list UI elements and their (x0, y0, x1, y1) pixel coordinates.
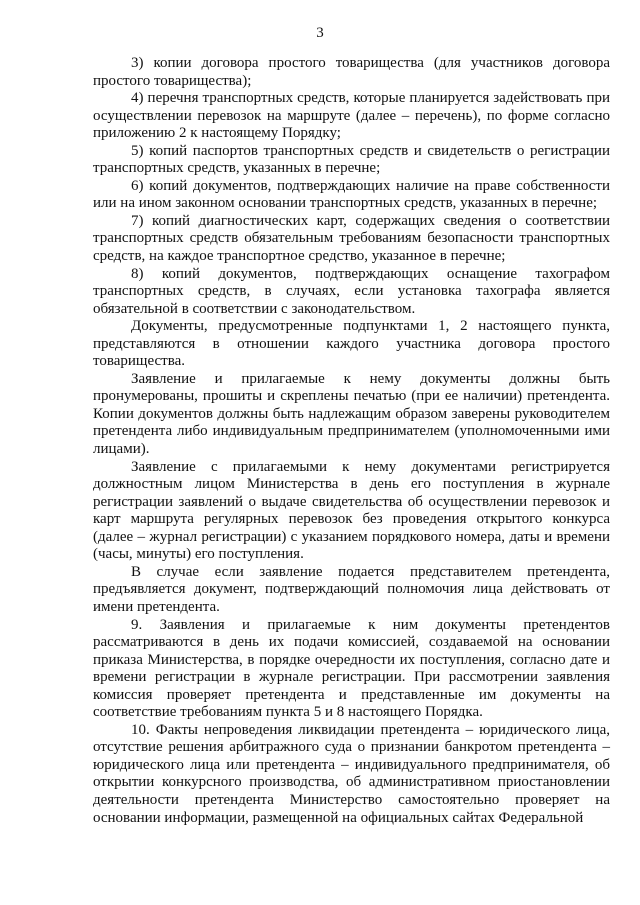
paragraph-item-3: 3) копии договора простого товарищества (для участников договора простого товарищества); (93, 55, 610, 89)
paragraph-section-10: 10. Факты непроведения ликвидации претендента – юридического лица, отсутствие решения арбитражного суда о признании банкротом претендента – юридического лица или претендента – индивидуального предпринимателя, об открытии конкурсного производства, об административном приостановлении деятельности претендента Министерство самостоятельно проверяет на основании информации, размещенной на официальных сайтах Федеральной (93, 721, 610, 826)
paragraph-item-5: 5) копий паспортов транспортных средств и свидетельств о регистрации транспортных средств, указанных в перечне; (93, 142, 610, 177)
paragraph-item-4: 4) перечня транспортных средств, которые планируется задействовать при осуществлении перевозок на маршруте (далее – перечень), по форме согласно приложению 2 к настоящему Порядку; (93, 90, 610, 142)
paragraph-documents-subpoints: Документы, предусмотренные подпунктами 1, 2 настоящего пункта, представляются в отношении каждого участника договора простого товарищества. (93, 318, 610, 370)
paragraph-application-registration: Заявление с прилагаемыми к нему документами регистрируется должностным лицом Министерства в день его поступления в журнале регистрации заявлений о выдаче свидетельства об осуществлении перевозок и карт маршрута регулярных перевозок без проведения открытого конкурса (далее – журнал регистрации) с указанием порядкового номера, даты и времени (часы, минуты) его поступления. (93, 458, 610, 563)
paragraph-section-9: 9. Заявления и прилагаемые к ним документы претендентов рассматриваются в день их подачи комиссией, создаваемой на основании приказа Министерства, в порядке очередности их поступления, согласно дате и времени регистрации в журнале регистрации. При рассмотрении заявления комиссия проверяет претендента и представленные им документы на соответствие требованиям пункта 5 и 8 настоящего Порядка. (93, 616, 610, 721)
paragraph-representative: В случае если заявление подается представителем претендента, предъявляется документ, подтверждающий полномочия лица действовать от имени претендента. (93, 563, 610, 615)
page-number: 3 (316, 25, 324, 41)
paragraph-application-binding: Заявление и прилагаемые к нему документы должны быть пронумерованы, прошиты и скреплены печатью (при ее наличии) претендента. Копии документов должны быть надлежащим образом заверены руководителем претендента либо индивидуальным предпринимателем (уполномоченными ими лицами). (93, 370, 610, 458)
paragraph-item-6: 6) копий документов, подтверждающих наличие на праве собственности или на ином законном основании транспортных средств, указанных в перечне; (93, 177, 610, 212)
paragraph-item-7: 7) копий диагностических карт, содержащих сведения о соответствии транспортных средств обязательным требованиям безопасности транспортных средств, на каждое транспортное средство, указанное в перечне; (93, 212, 610, 265)
document-body (93, 55, 610, 827)
paragraph-item-8: 8) копий документов, подтверждающих оснащение тахографом транспортных средств, в случаях, если установка тахографа является обязательной в соответствии с законодательством. (93, 265, 610, 317)
